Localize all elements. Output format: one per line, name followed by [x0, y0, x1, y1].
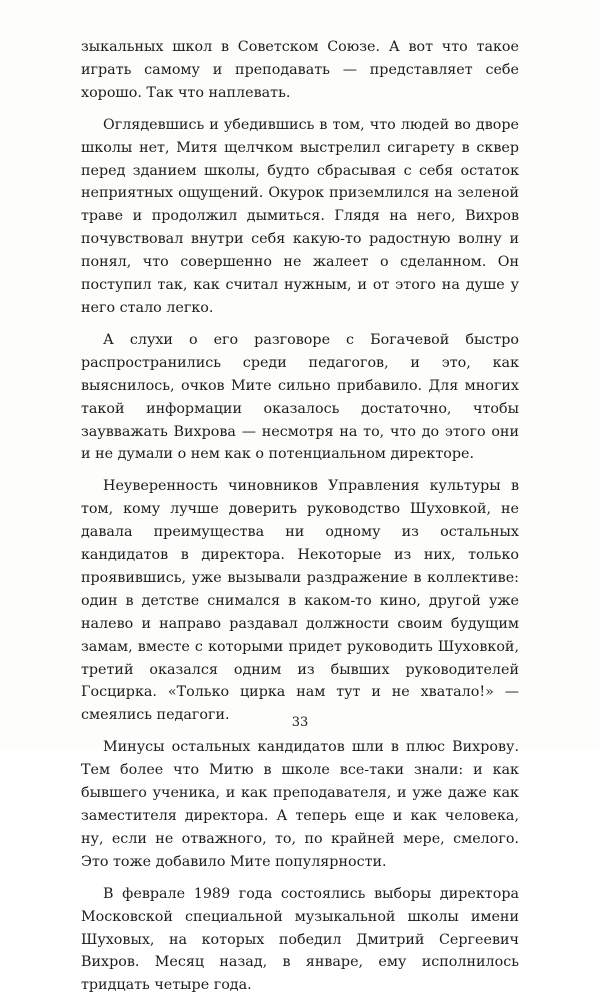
paragraph-3: А слухи о его разговоре с Богачевой быстро распространились среди педагогов, и это, как выяснилось, очков Мите сильно прибавило. Для многих такой информации оказалось достаточно, чтобы заувважать Вихрова — несмотря на то, что до этого они и не думали о нем как о потенциальном директоре. — [81, 331, 519, 463]
paragraph-1: зыкальных школ в Советском Союзе. А вот что такое играть самому и преподавать — представляет себе хорошо. Так что наплевать. — [81, 39, 519, 101]
paragraph-6: В феврале 1989 года состоялись выборы директора Московской специальной музыкальной школы имени Шуховых, на которых победил Дмитрий Сергеевич Вихров. Месяц назад, в январе, ему исполнилось тридцать четыре года. — [81, 885, 519, 994]
paragraph-2: Оглядевшись и убедившись в том, что людей во дворе школы нет, Митя щелчком выстрелил сигарету в сквер перед зданием школы, будто сбрасывая с себя остаток неприятных ощущений. Окурок приземлился на зеленой траве и продолжил дымиться. Глядя на него, Вихров почувствовал внутри себя какую-то радостную волну и понял, что совершенно не жалеет о сделанном. Он поступил так, как считал нужным, и от этого на душе у него стало легко. — [81, 116, 519, 316]
page-body-text — [81, 36, 519, 1006]
paragraph-5: Минусы остальных кандидатов шли в плюс Вихрову. Тем более что Митю в школе все-таки знали: и как бывшего ученика, и как преподавателя, и уже даже как заместителя директора. А теперь еще и как человека, ну, если не отважного, то, по крайней мере, смелого. Это тоже добавило Мите популярности. — [81, 739, 519, 870]
paragraph-4: Неуверенность чиновников Управления культуры в том, кому лучше доверить руководство Шуховкой, не давала преимущества ни одному из остальных кандидатов в директора. Некоторые из них, только проявившись, уже вызывали раздражение в коллективе: один в детстве снимался в каком-то кино, другой уже налево и направо раздавал должности своим будущим замам, вместе с которыми придет руководить Шуховкой, третий оказался одним из бывших руководителей Госцирка. «Только цирка нам тут и не хватало!» — смеялись педагоги. — [81, 478, 519, 724]
page-number: 33 — [291, 715, 309, 730]
